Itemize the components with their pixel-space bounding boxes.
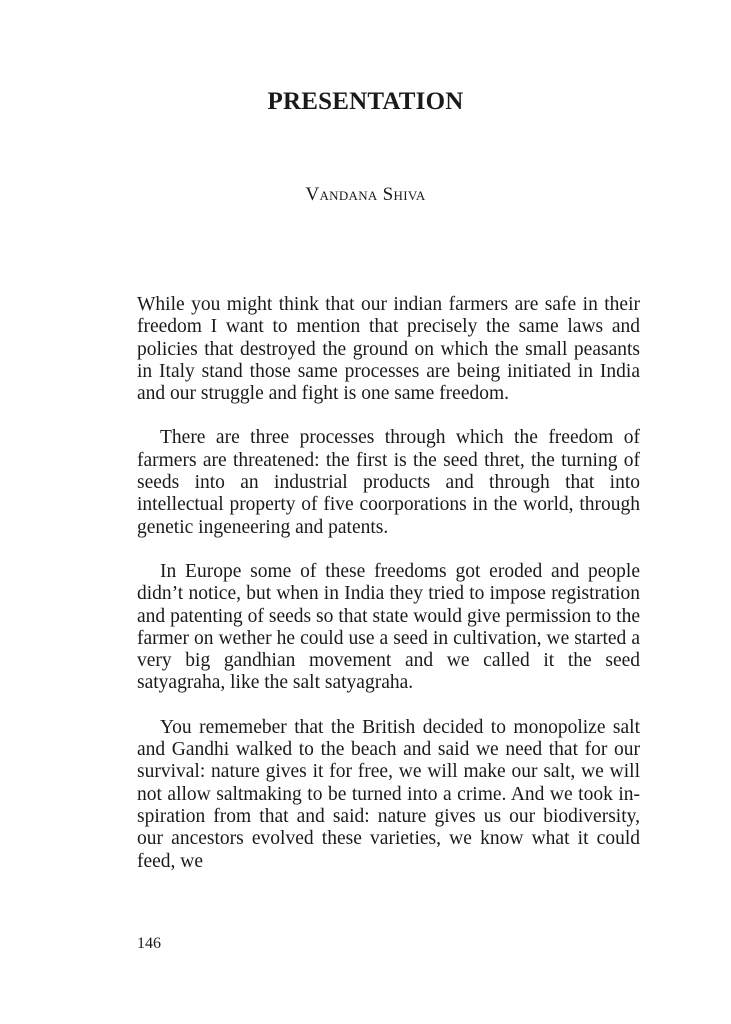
page-number: 146: [137, 935, 161, 952]
paragraph: You rememeber that the British decided to monopolize salt and Gandhi walked to the beach and said we need that for our survival: nature gives it for free, we will make our salt, we will not allow saltmaking to be turned into a crime. And we took inspiration from that and said: nature gives us our biodiversity, our ancestors evolved these varieties, we know what it could feed, we: [137, 716, 640, 872]
author-name: Vandana Shiva: [305, 184, 426, 205]
paragraph: While you might think that our indian farmers are safe in their freedom I want to mention that precisely the same laws and policies that destroyed the ground on which the small peasants in Italy stand those same processes are being initiated in India and our struggle and fight is one same freedom.: [137, 294, 640, 405]
page-title: PRESENTATION: [267, 88, 464, 115]
body-text: [137, 294, 640, 895]
paragraph: There are three processes through which the freedom of farmers are threatened: the first is the seed thret, the turning of seeds into an industrial products and through that into intellectual property of five coorporations in the world, through genetic ingeneering and patents.: [137, 427, 640, 538]
paragraph: In Europe some of these freedoms got eroded and people didn’t notice, but when in India they tried to impose registration and patenting of seeds so that state would give permission to the farmer on wether he could use a seed in cultivation, we started a very big gandhian movement and we called it the seed satyagraha, like the salt satyagraha.: [137, 560, 640, 694]
